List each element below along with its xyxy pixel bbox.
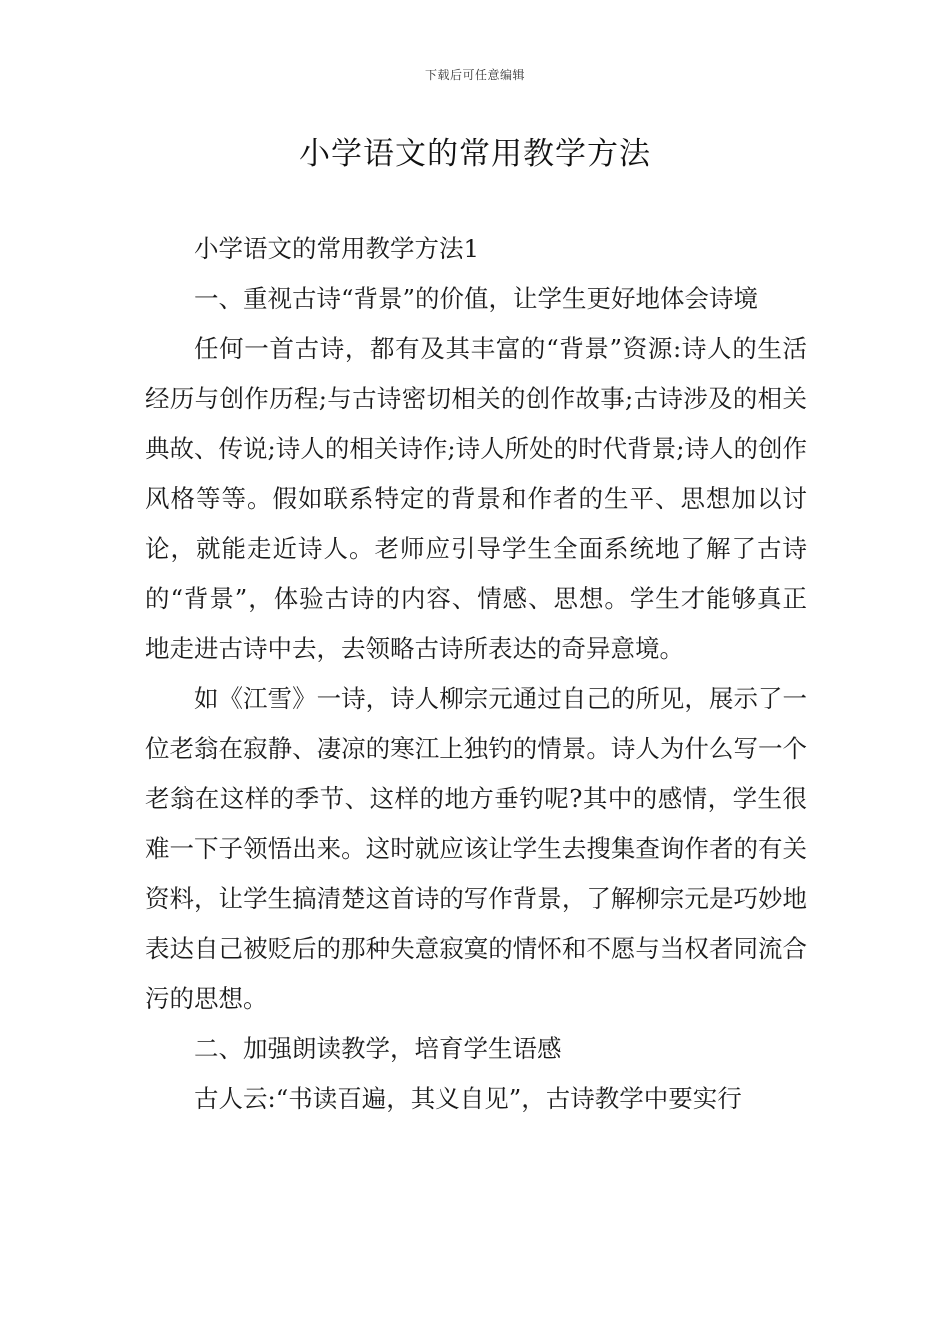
paragraph-3: 古人云:“书读百遍，其义自见”，古诗教学中要实行 <box>194 1084 742 1113</box>
paragraph-1: 任何一首古诗，都有及其丰富的“背景”资源:诗人的生活经历与创作历程;与古诗密切相关的创作故事;古诗涉及的相关典故、传说;诗人的相关诗作;诗人所处的时代背景;诗人的创作风格等等。假如联系特定的背景和作者的生平、思想加以讨论，就能走近诗人。老师应引导学生全面系统地了解了古诗的“背景”，体验古诗的内容、情感、思想。学生才能够真正地走进古诗中去，去领略古诗所表达的奇异意境。 <box>145 334 807 663</box>
subheading-1: 一、重视古诗“背景”的价值，让学生更好地体会诗境 <box>194 284 759 313</box>
header-note: 下载后可任意编辑 <box>424 68 525 82</box>
subheading-2: 二、加强朗读教学，培育学生语感 <box>194 1034 562 1063</box>
document-title: 小学语文的常用教学方法 <box>299 136 651 172</box>
document-body <box>145 224 807 1124</box>
section-heading-1: 小学语文的常用教学方法1 <box>194 234 480 263</box>
paragraph-2: 如《江雪》一诗，诗人柳宗元通过自己的所见，展示了一位老翁在寂静、凄凉的寒江上独钓的情景。诗人为什么写一个老翁在这样的季节、这样的地方垂钓呢?其中的感情，学生很难一下子领悟出来。这时就应该让学生去搜集查询作者的有关资料，让学生搞清楚这首诗的写作背景，了解柳宗元是巧妙地表达自己被贬后的那种失意寂寞的情怀和不愿与当权者同流合污的思想。 <box>145 684 807 1013</box>
